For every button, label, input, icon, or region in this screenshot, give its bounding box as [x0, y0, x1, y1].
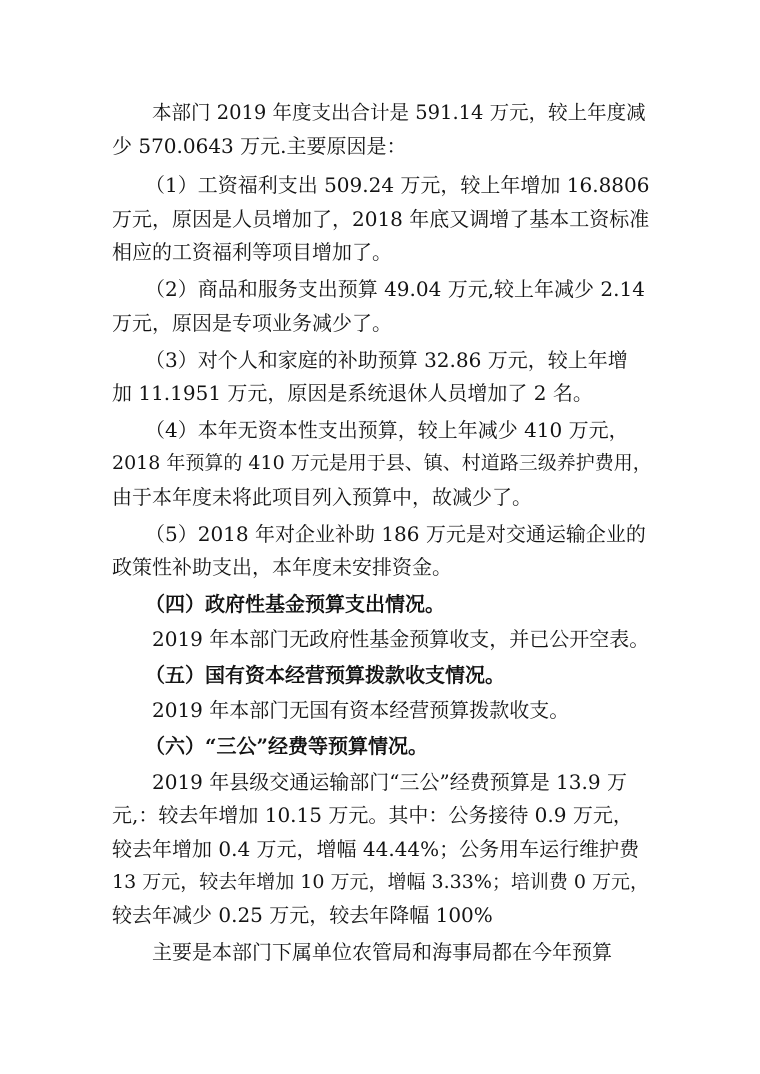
text-line: 13 万元，较去年增加 10 万元，增幅 3.33%；培训费 0 万元， — [112, 871, 650, 893]
text-line: 少 570.0643 万元.主要原因是： — [112, 134, 407, 158]
heading-text: （四）政府性基金预算支出情况。 — [145, 592, 445, 616]
text-line: 较去年增加 0.4 万元，增幅 44.44%；公务用车运行维护费 — [112, 837, 640, 861]
text-line: 政策性补助支出，本年度未安排资金。 — [112, 555, 452, 579]
text-line: 2019 年本部门无政府性基金预算收支，并已公开空表。 — [152, 627, 650, 651]
text-line: （1）工资福利支出 509.24 万元，较上年增加 16.8806 — [145, 173, 650, 197]
heading-text: （六）“三公”经费等预算情况。 — [145, 734, 429, 758]
text-line: 2019 年县级交通运输部门“三公”经费预算是 13.9 万 — [152, 770, 627, 794]
text-line: 2018 年预算的 410 万元是用于县、镇、村道路三级养护费用， — [112, 452, 652, 474]
text-line: 加 11.1951 万元，原因是系统退休人员增加了 2 名。 — [112, 381, 593, 405]
text-line: （5）2018 年对企业补助 186 万元是对交通运输企业的 — [145, 522, 646, 546]
text-line: 2019 年本部门无国有资本经营预算拨款收支。 — [152, 698, 570, 722]
text-line: 主要是本部门下属单位农管局和海事局都在今年预算 — [152, 940, 612, 964]
text-line: （4）本年无资本性支出预算，较上年减少 410 万元， — [145, 418, 629, 442]
text-line: 万元，原因是人员增加了，2018 年底又调增了基本工资标准 — [112, 207, 650, 231]
text-line: 万元，原因是专项业务减少了。 — [112, 311, 392, 335]
text-line: 较去年减少 0.25 万元，较去年降幅 100% — [112, 903, 493, 927]
text-line: （3）对个人和家庭的补助预算 32.86 万元，较上年增 — [145, 348, 628, 372]
text-line: 本部门 2019 年度支出合计是 591.14 万元，较上年度减 — [152, 101, 646, 124]
text-line: 由于本年度未将此项目列入预算中，故减少了。 — [112, 485, 532, 509]
text-line: （2）商品和服务支出预算 49.04 万元,较上年减少 2.14 — [145, 277, 645, 301]
heading-text: （五）国有资本经营预算拨款收支情况。 — [145, 663, 505, 687]
text-line: 元,：较去年增加 10.15 万元。其中：公务接待 0.9 万元， — [112, 803, 633, 827]
text-line: 相应的工资福利等项目增加了。 — [112, 240, 392, 264]
